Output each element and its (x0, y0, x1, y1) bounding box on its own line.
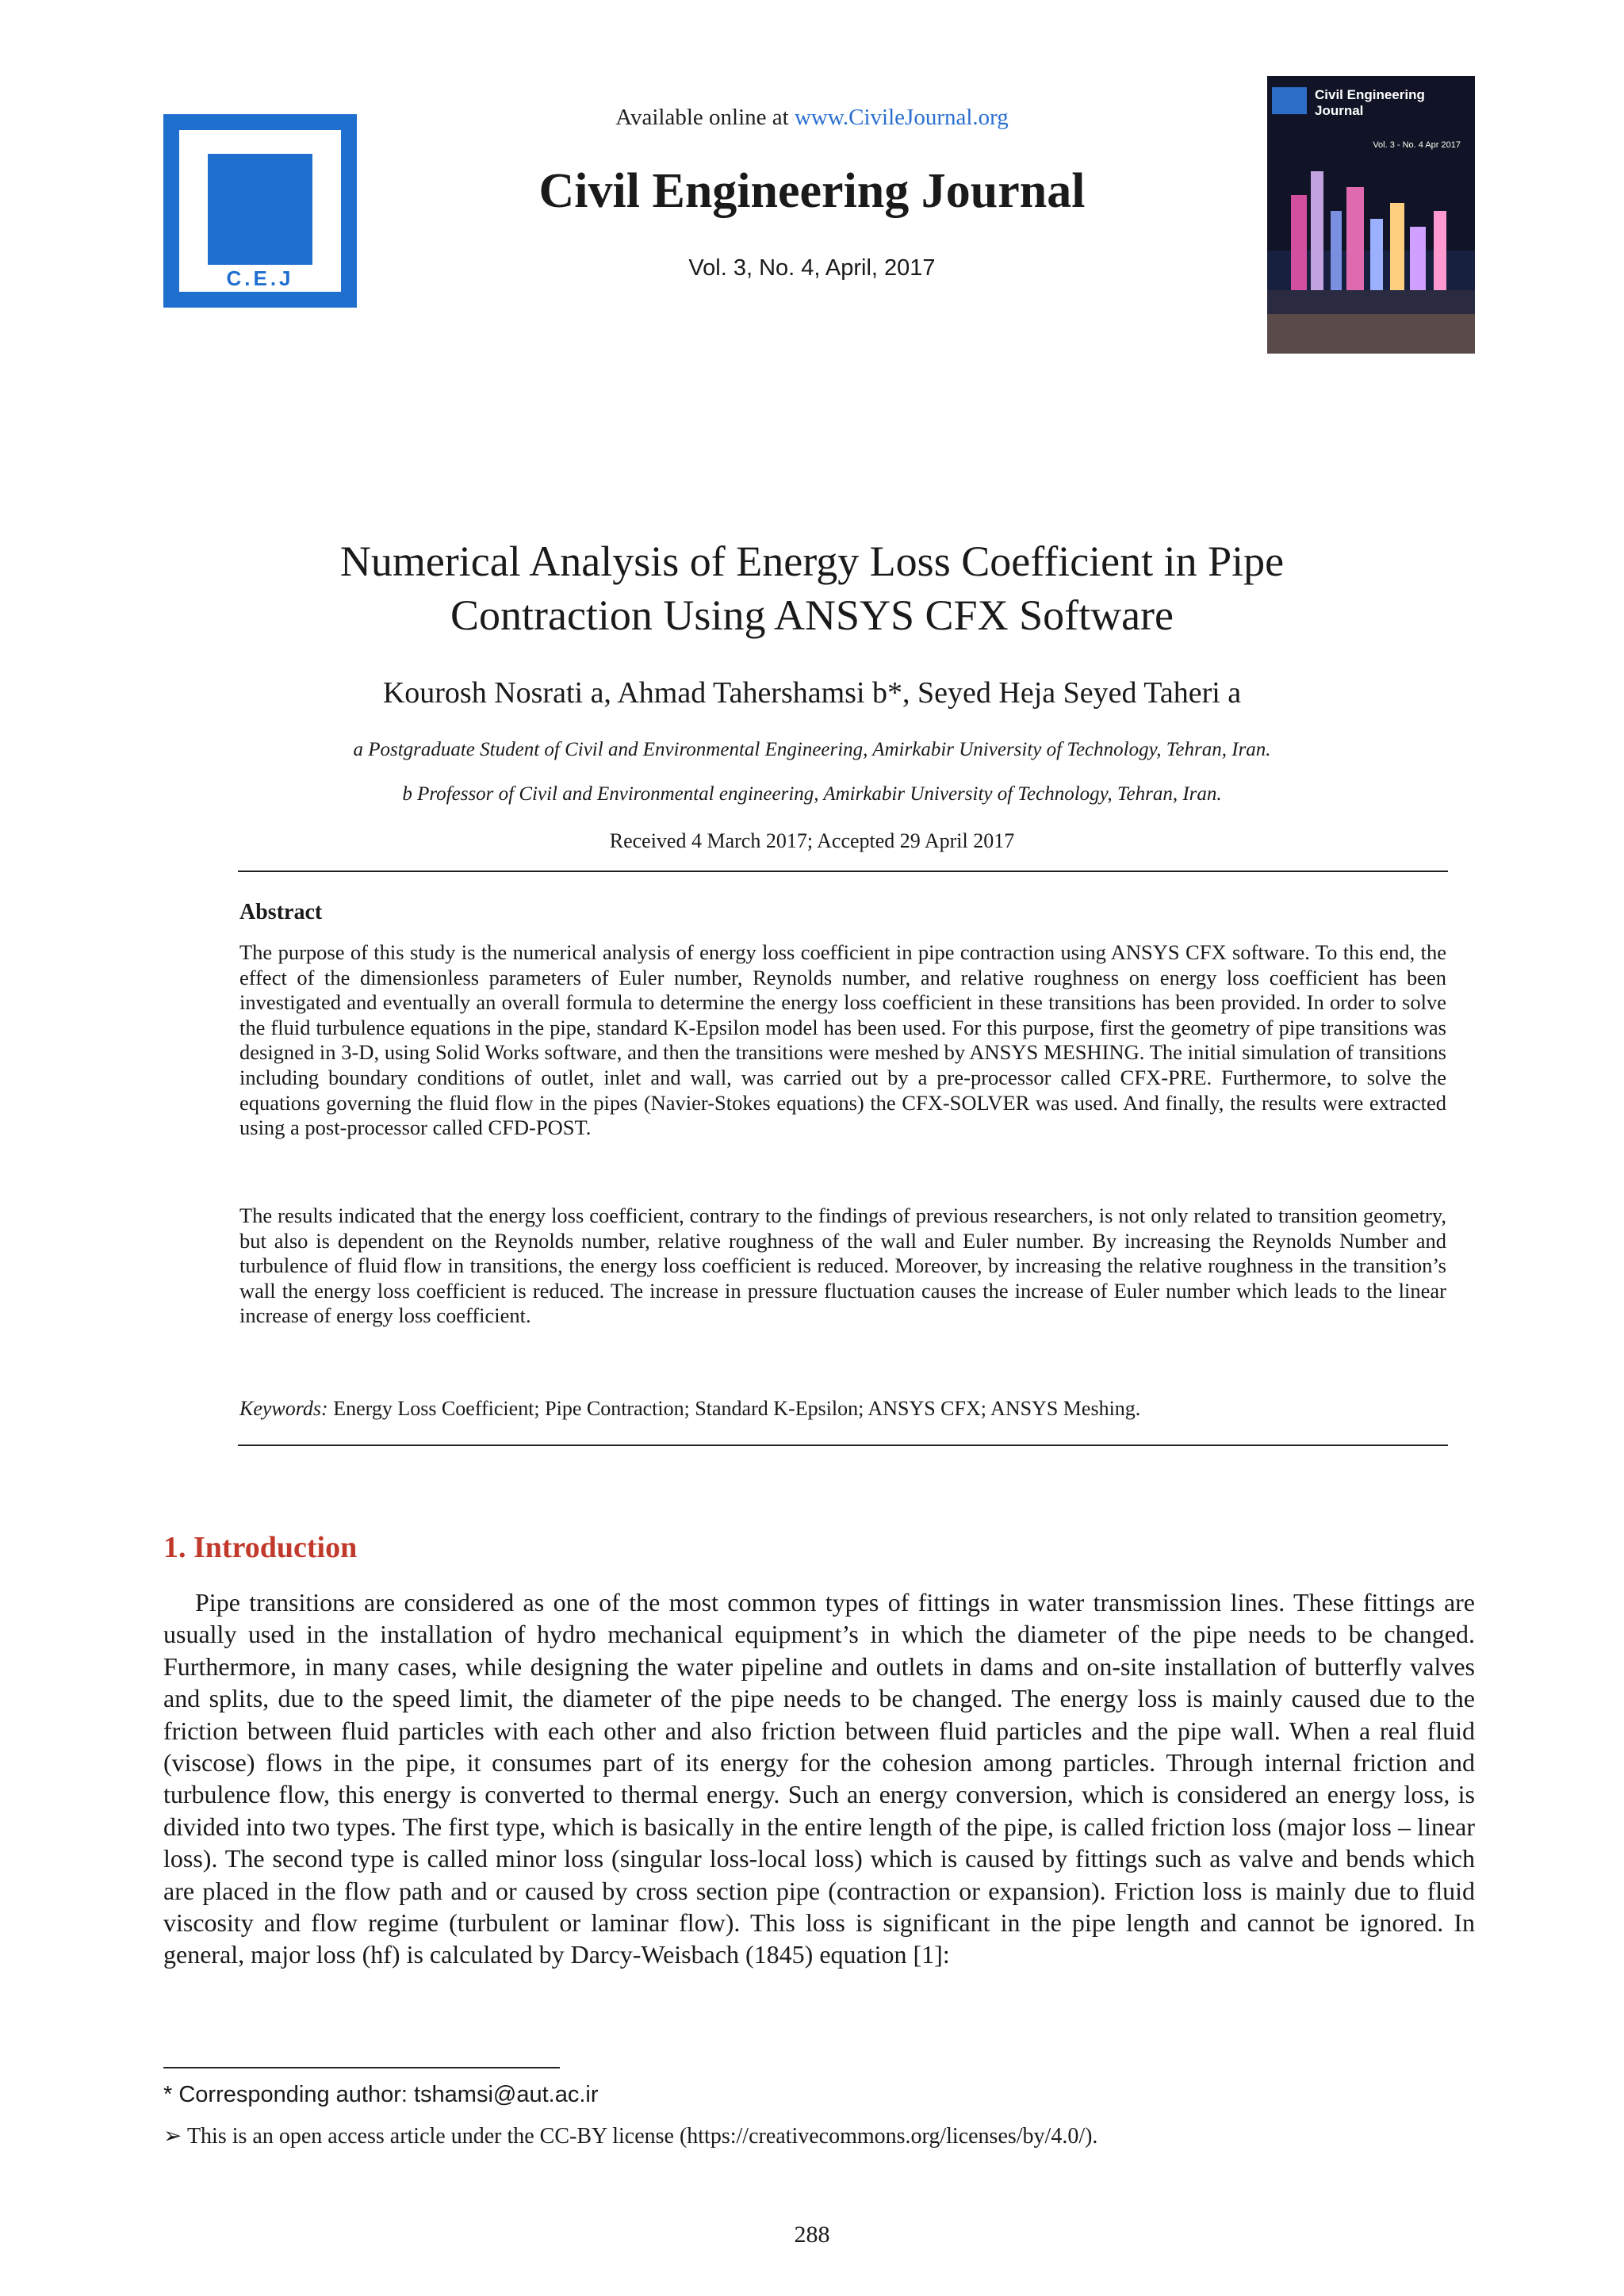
logo-text: C.E.J (179, 265, 341, 292)
abstract-paragraph-2: The results indicated that the energy loss coefficient, contrary to the findings of previous researchers, is not only related to transition geometry, but also is dependent on the Reynolds number, relative roughness of the wall and Euler number. By increasing the Reynolds Number and turbulence of fluid flow in transitions, the energy loss coefficient is reduced. Moreover, by increasing the relative roughness in the transition’s wall the energy loss coefficient is reduced. The increase in pressure fluctuation causes the increase of Euler number which leads to the linear increase of energy loss coefficient. (239, 1203, 1446, 1328)
page-number: 288 (794, 2221, 830, 2248)
availability-line: Available online at www.CivileJournal.org (615, 105, 1009, 130)
abstract-heading: Abstract (239, 900, 323, 924)
journal-title: Civil Engineering Journal (538, 164, 1086, 218)
abstract-paragraph-1: The purpose of this study is the numerical analysis of energy loss coefficient in pipe contraction using ANSYS CFX software. To this end, the effect of the dimensionless parameters of Euler number, Reynolds number, and relative roughness on energy loss coefficient has been investigated and eventually an overall formula to determine the energy loss coefficient in these transitions has been provided. In order to solve the fluid turbulence equations in the pipe, standard K-Epsilon model has been used. For this purpose, first the geometry of pipe transitions was designed in 3-D, using Solid Works software, and then the transitions were meshed by ANSYS MESHING. The initial simulation of transitions including boundary conditions of outlet, inlet and wall, was carried out by a pre-processor called CFX-PRE. Furthermore, to solve the equations governing the fluid flow in the pipes (Navier-Stokes equations) the CFX-SOLVER was used. And finally, the results were extracted using a post-processor called CFD-POST. (239, 940, 1446, 1140)
cover-title: Civil Engineering Journal (1315, 87, 1425, 118)
authors: Kourosh Nosrati a, Ahmad Tahershamsi b*, Seyed Heja Seyed Taheri a (382, 676, 1242, 710)
introduction-text: Pipe transitions are considered as one of the most common types of fittings in water transmission lines. These fittings are usually used in the installation of hydro mechanical equipment’s in which the diameter of the pipe needs to be changed. Furthermore, in many cases, while designing the water pipeline and outlets in dams and on-site installation of butterfly valves and splits, due to the speed limit, the diameter of the pipe needs to be changed. The energy loss is mainly caused due to the friction between fluid particles with each other and also friction between fluid particles and the pipe wall. When a real fluid (viscose) flows in the pipe, it consumes part of its energy for the cohesion among particles. Through internal friction and turbulence flow, this energy is converted to thermal energy. Such an energy conversion, which is considered an energy loss, is divided into two types. The first type, which is basically in the entire length of the pipe, is called friction loss (major loss – linear loss). The second type is called minor loss (singular loss-local loss) which is caused by fittings such as valve and bends which are placed in the flow path and or caused by cross section pipe (contraction or expansion). Friction loss is mainly due to fluid viscosity and flow regime (turbulent or laminar flow). This loss is significant in the pipe length and cannot be ignored. In general, major loss (hf) is calculated by Darcy-Weisbach (1845) equation [1]: (163, 1588, 1475, 1969)
affiliation-b: b Professor of Civil and Environmental engineering, Amirkabir University of Technology, Tehran, Iran. (402, 783, 1222, 805)
paper-title: Numerical Analysis of Energy Loss Coefficient in Pipe Contraction Using ANSYS CFX Software (339, 538, 1285, 639)
volume-info: Vol. 3, No. 4, April, 2017 (688, 255, 936, 281)
received-date: Received 4 March 2017; Accepted 29 April 2017 (609, 829, 1015, 852)
journal-link[interactable]: www.CivileJournal.org (794, 105, 1009, 130)
keywords: Keywords: Energy Loss Coefficient; Pipe Contraction; Standard K-Epsilon; ANSYS CFX; ANSYS Meshing. (239, 1397, 1141, 1420)
footnote-divider (163, 2067, 560, 2068)
journal-cover-image (1267, 76, 1475, 354)
divider-top (238, 871, 1448, 872)
cover-subtitle: Vol. 3 - No. 4 Apr 2017 (1373, 140, 1461, 150)
divider-bottom (238, 1445, 1448, 1446)
section-heading-introduction: 1. Introduction (163, 1531, 358, 1564)
license-note: ➢ This is an open access article under the CC-BY license (https://creativecommons.org/licenses/by/4.0/). (163, 2124, 1098, 2149)
affiliation-a: a Postgraduate Student of Civil and Environmental Engineering, Amirkabir University of Technology, Tehran, Iran. (353, 739, 1271, 760)
corresponding-author: * Corresponding author: tshamsi@aut.ac.ir (163, 2082, 599, 2107)
